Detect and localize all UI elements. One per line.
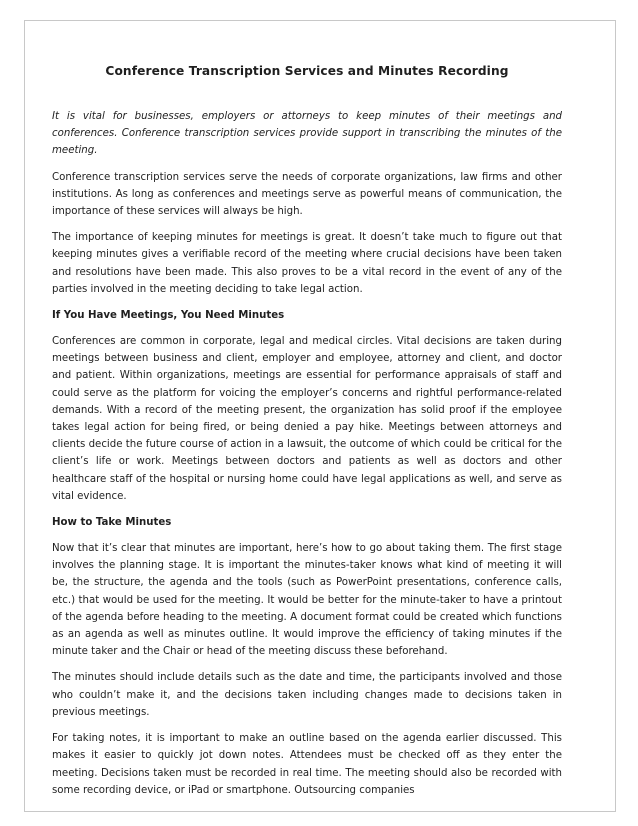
paragraph: The importance of keeping minutes for meetings is great. It doesn’t take much to figure out that keeping minutes gives a verifiable record of the meeting where crucial decisions have been taken and resolutions have been made. This also proves to be a vital record in the event of any of the parties involved in the meeting deciding to take legal action. bbox=[52, 232, 562, 295]
document-title: Conference Transcription Services and Minutes Recording bbox=[105, 64, 509, 78]
section-heading-how-to: How to Take Minutes bbox=[52, 517, 172, 529]
section-heading-meetings: If You Have Meetings, You Need Minutes bbox=[52, 310, 285, 322]
paragraph: Conference transcription services serve the needs of corporate organizations, law firms and other institutions. As long as conferences and meetings serve as powerful means of communication, the importance of these services will always be high. bbox=[52, 171, 562, 218]
paragraph: The minutes should include details such as the date and time, the participants involved and those who couldn’t make it, and the decisions taken including changes made to decisions taken in previous meetings. bbox=[52, 672, 562, 718]
paragraph: Conferences are common in corporate, legal and medical circles. Vital decisions are taken during meetings between business and client, employer and employee, attorney and client, and doctor and patient. Within organizations, meetings are essential for performance appraisals of staff and could serve as the platform for voicing the employer’s concerns and rightful performance-related demands. With a record of the meeting present, the organization has solid proof if the employee takes legal action for being fired, or being denied a pay hike. Meetings between attorneys and clients decide the future course of action in a lawsuit, the outcome of which could be critical for the client’s life or work. Meetings between doctors and patients as well as doctors and other healthcare staff of the hospital or nursing home could have legal applications as well, and serve as vital evidence. bbox=[52, 336, 562, 502]
paragraph: Now that it’s clear that minutes are important, here’s how to go about taking them. The first stage involves the planning stage. It is important the minutes-taker knows what kind of meeting it will be, the structure, the agenda and the tools (such as PowerPoint presentations, conference calls, etc.) that would be used for the meeting. It would be better for the minute-taker to have a printout of the agenda before heading to the meeting. A document format could be created which functions as an agenda as well as minutes outline. It would improve the efficiency of taking minutes if the minute taker and the Chair or head of the meeting discuss these beforehand. bbox=[52, 543, 562, 658]
document-body bbox=[52, 50, 562, 808]
intro-paragraph: It is vital for businesses, employers or attorneys to keep minutes of their meetings and conferences. Conference transcription services provide support in transcribing the minutes of the meeting. bbox=[52, 111, 562, 157]
paragraph: For taking notes, it is important to make an outline based on the agenda earlier discussed. This makes it easier to quickly jot down notes. Attendees must be checked off as they enter the meeting. Decisions taken must be recorded in real time. The meeting should also be recorded with some recording device, or iPad or smartphone. Outsourcing companies bbox=[52, 733, 562, 796]
